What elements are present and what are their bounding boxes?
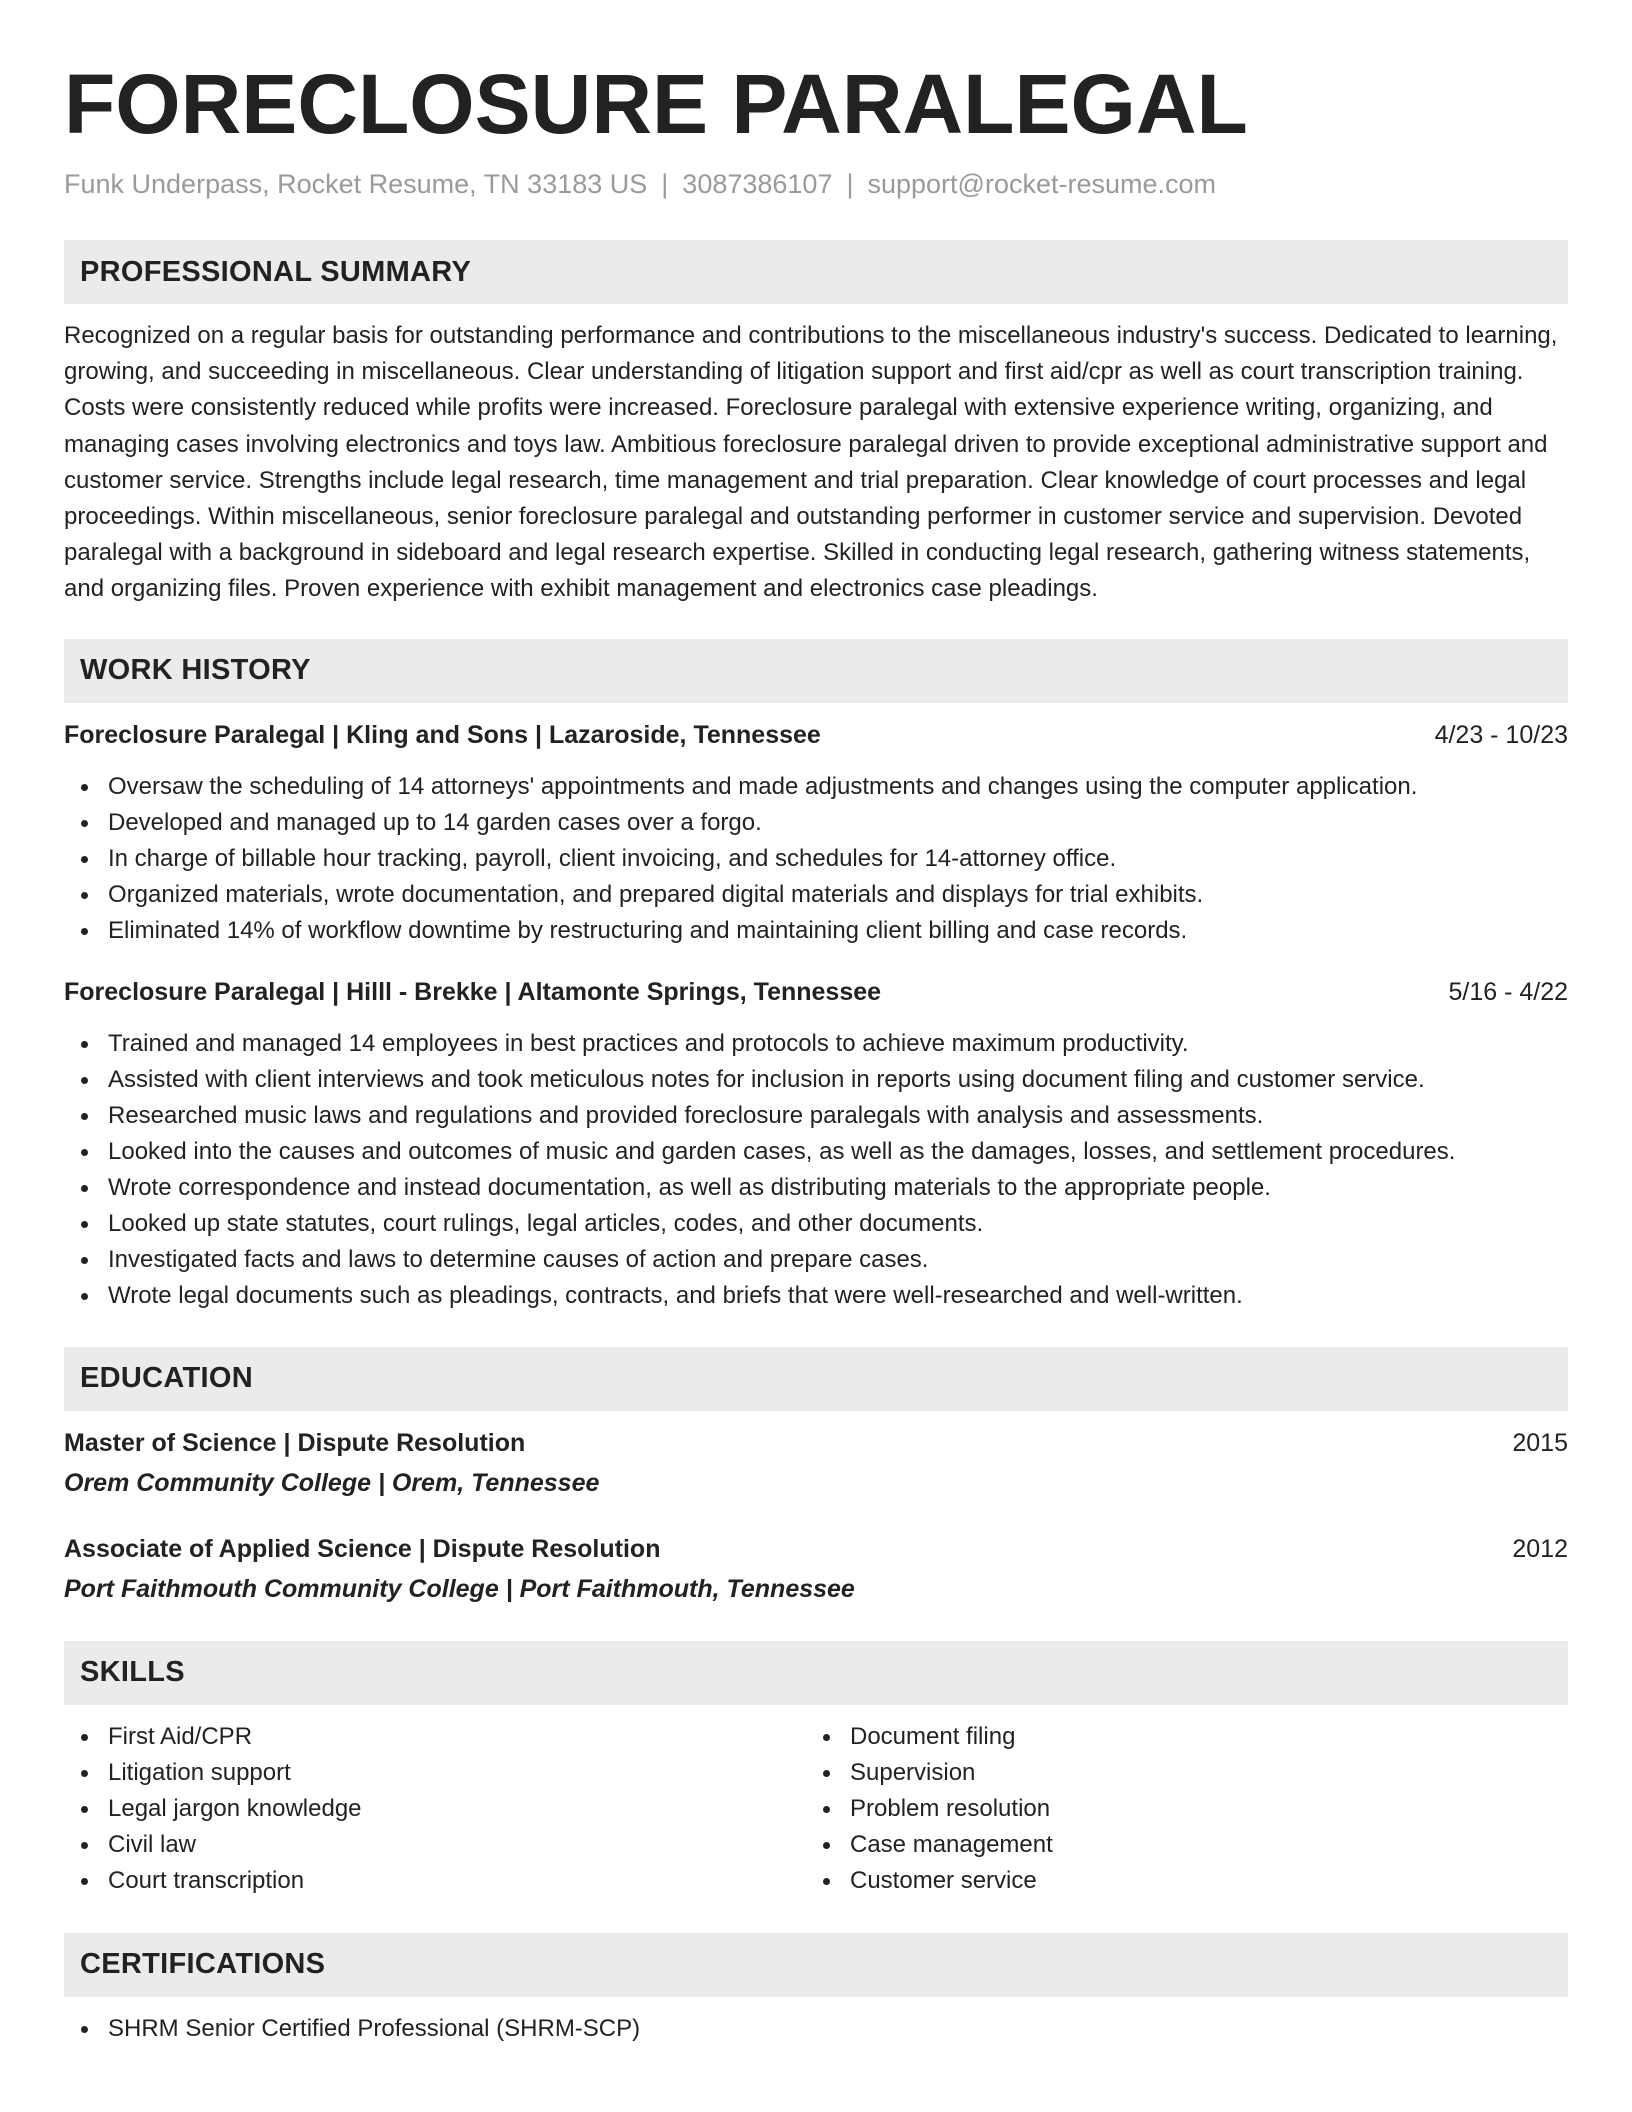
job-dates: 4/23 - 10/23 [1434, 720, 1568, 749]
list-item: Trained and managed 14 employees in best practices and protocols to achieve maximum productivity. [64, 1026, 1568, 1062]
skill-item: Problem resolution [806, 1791, 1548, 1827]
section-heading-summary: PROFESSIONAL SUMMARY [64, 240, 1568, 304]
job-header [64, 974, 1568, 1010]
list-item: Organized materials, wrote documentation, and prepared digital materials and displays for trial exhibits. [64, 877, 1568, 913]
list-item: Wrote correspondence and instead documentation, as well as distributing materials to the appropriate people. [64, 1170, 1568, 1206]
list-item: Wrote legal documents such as pleadings, contracts, and briefs that were well-researched and well-written. [64, 1278, 1568, 1314]
address: Funk Underpass, Rocket Resume, TN 33183 US [64, 169, 648, 199]
list-item: Looked into the causes and outcomes of music and garden cases, as well as the damages, losses, and settlement procedures. [64, 1134, 1568, 1170]
skill-item: Document filing [806, 1719, 1548, 1755]
job-entry [64, 717, 1568, 949]
degree: Master of Science | Dispute Resolution [64, 1428, 526, 1457]
job-dates: 5/16 - 4/22 [1448, 977, 1568, 1006]
skills-column-right [806, 1719, 1548, 1899]
education-entry [64, 1425, 1568, 1501]
contact-separator: | [661, 169, 669, 199]
school: Orem Community College | Orem, Tennessee [64, 1468, 600, 1497]
list-item: In charge of billable hour tracking, payroll, client invoicing, and schedules for 14-attorney office. [64, 841, 1568, 877]
contact-line [64, 166, 1568, 202]
job-title: Foreclosure Paralegal | Kling and Sons | Lazaroside, Tennessee [64, 720, 821, 749]
resume-page [64, 56, 1568, 2047]
education-entry [64, 1531, 1568, 1607]
list-item: Eliminated 14% of workflow downtime by restructuring and maintaining client billing and case records. [64, 913, 1568, 949]
degree: Associate of Applied Science | Dispute Resolution [64, 1534, 661, 1563]
list-item: Oversaw the scheduling of 14 attorneys' appointments and made adjustments and changes using the computer application. [64, 769, 1568, 805]
skill-item: Court transcription [64, 1863, 806, 1899]
skill-item: Supervision [806, 1755, 1548, 1791]
skill-item: Case management [806, 1827, 1548, 1863]
job-header [64, 717, 1568, 753]
list-item: Developed and managed up to 14 garden cases over a forgo. [64, 805, 1568, 841]
education-header [64, 1425, 1568, 1461]
education-header [64, 1531, 1568, 1567]
list-item: Assisted with client interviews and took meticulous notes for inclusion in reports using document filing and customer service. [64, 1062, 1568, 1098]
school: Port Faithmouth Community College | Port Faithmouth, Tennessee [64, 1574, 855, 1603]
job-title: Foreclosure Paralegal | Hilll - Brekke | Altamonte Springs, Tennessee [64, 977, 882, 1006]
phone: 3087386107 [682, 169, 833, 199]
candidate-name: FORECLOSURE PARALEGAL [64, 57, 1248, 151]
section-heading-education: EDUCATION [64, 1347, 1568, 1411]
section-heading-work-history: WORK HISTORY [64, 639, 1568, 703]
certification-item: SHRM Senior Certified Professional (SHRM-SCP) [64, 2011, 1568, 2047]
email[interactable]: support@rocket-resume.com [867, 169, 1217, 199]
skill-item: Civil law [64, 1827, 806, 1863]
graduation-year: 2015 [1512, 1428, 1568, 1457]
job-bullets [64, 769, 1568, 949]
job-bullets [64, 1026, 1568, 1314]
list-item: Looked up state statutes, court rulings, legal articles, codes, and other documents. [64, 1206, 1568, 1242]
contact-separator: | [846, 169, 854, 199]
list-item: Researched music laws and regulations and provided foreclosure paralegals with analysis and assessments. [64, 1098, 1568, 1134]
skill-item: Litigation support [64, 1755, 806, 1791]
section-heading-skills: SKILLS [64, 1641, 1568, 1705]
graduation-year: 2012 [1512, 1534, 1568, 1563]
certifications-list [64, 2011, 1568, 2047]
skill-item: First Aid/CPR [64, 1719, 806, 1755]
list-item: Investigated facts and laws to determine causes of action and prepare cases. [64, 1242, 1568, 1278]
skills-column-left [64, 1719, 806, 1899]
skills-grid [64, 1719, 1568, 1899]
skill-item: Customer service [806, 1863, 1548, 1899]
job-entry [64, 974, 1568, 1314]
section-heading-certifications: CERTIFICATIONS [64, 1933, 1568, 1997]
skill-item: Legal jargon knowledge [64, 1791, 806, 1827]
summary-text: Recognized on a regular basis for outstanding performance and contributions to the miscellaneous industry's success. Dedicated to learning, growing, and succeeding in miscellaneous. Clear understanding of litigation support and first aid/cpr as well as court transcription training. Costs were consistently reduced while profits were increased. Foreclosure paralegal with extensive experience writing, organizing, and managing cases involving electronics and toys law. Ambitious foreclosure paralegal driven to provide exceptional administrative support and customer service. Strengths include legal research, time management and trial preparation. Clear knowledge of court processes and legal proceedings. Within miscellaneous, senior foreclosure paralegal and outstanding performer in customer service and supervision. Devoted paralegal with a background in sideboard and legal research expertise. Skilled in conducting legal research, gathering witness statements, and organizing files. Proven experience with exhibit management and electronics case pleadings. [64, 322, 1558, 603]
